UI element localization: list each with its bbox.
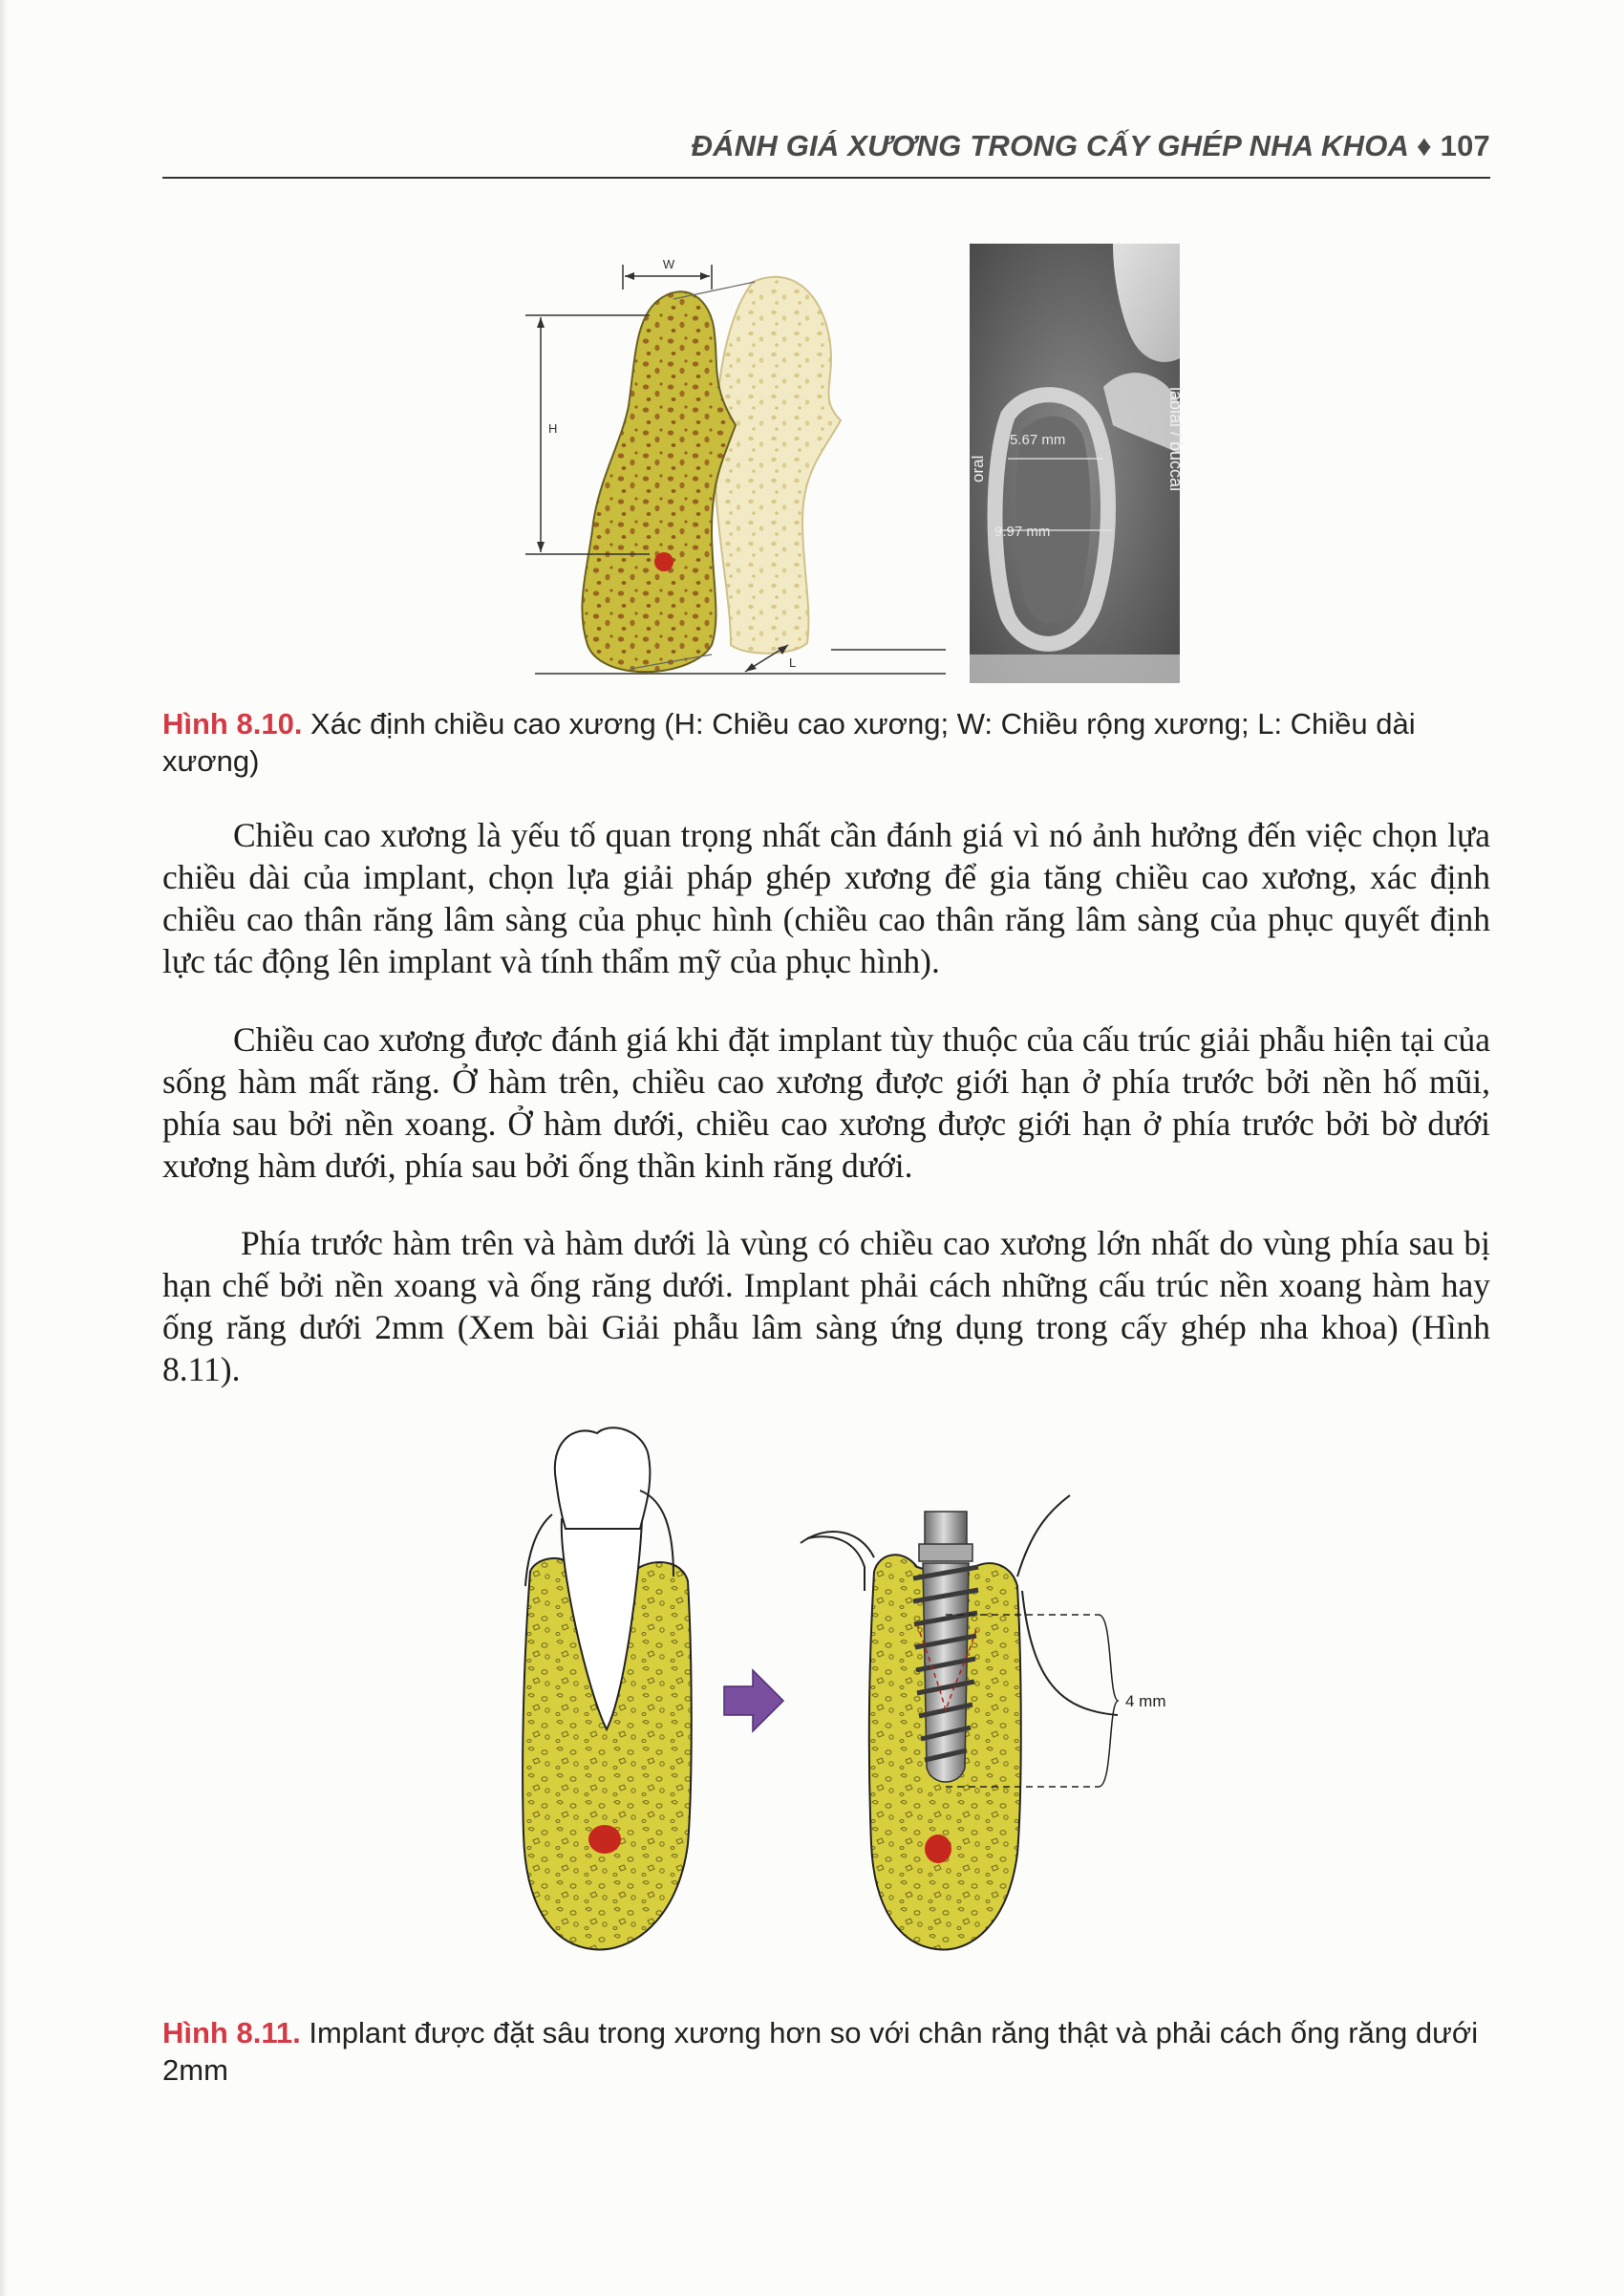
ct-measure-2: 9.97 mm — [994, 524, 1051, 540]
figure-8-10-bone-drawing — [516, 244, 955, 683]
implant-abutment — [925, 1512, 967, 1546]
ct-label-labial-buccal: labial / buccal — [1166, 387, 1186, 492]
label-l: L — [789, 655, 797, 670]
caption-text: Implant được đặt sâu trong xương hơn so với chân răng thật và phải cách ống răng dưới 2mm — [162, 2016, 1479, 2087]
running-title: ĐÁNH GIÁ XƯƠNG TRONG CẤY GHÉP NHA KHOA — [691, 129, 1408, 162]
nerve-canal-left — [588, 1825, 621, 1854]
label-h: H — [548, 421, 558, 436]
figure-8-10-caption — [162, 705, 1490, 780]
ct-measure-1: 5.67 mm — [1010, 432, 1066, 448]
tooth-crown-left — [555, 1427, 651, 1529]
header-separator: ♦ — [1416, 129, 1432, 162]
nerve-canal-right — [925, 1835, 951, 1863]
paragraph: Phía trước hàm trên và hàm dưới là vùng có chiều cao xương lớn nhất do vùng phía sau bị hạn chế bởi nền xoang và ống răng dưới. Implant phải cách những cấu trúc nền xoang hàm hay ống răng dưới 2mm (Xem bài Giải phẫu lâm sàng ứng dụng trong cấy ghép nha khoa) (Hình 8.11). — [162, 1224, 1490, 1388]
page-edge — [0, 0, 8, 2296]
paragraph: Chiều cao xương được đánh giá khi đặt implant tùy thuộc của cấu trúc giải phẫu hiện tại của sống hàm mất răng. Ở hàm trên, chiều cao xương được giới hạn ở phía trước bởi nền hố mũi, phía sau bởi nền xoang. Ở hàm dưới, chiều cao xương được giới hạn ở phía trước bởi bờ dưới xương hàm dưới, phía sau bởi ống thần kinh răng dưới. — [162, 1020, 1490, 1185]
ct-label-oral: oral — [969, 455, 987, 483]
paragraph: Chiều cao xương là yếu tố quan trọng nhất cần đánh giá vì nó ảnh hưởng đến việc chọn lựa chiều dài của implant, chọn lựa giải pháp ghép xương để gia tăng chiều cao xương, xác định chiều cao thân răng lâm sàng của phục hình (chiều cao thân răng lâm sàng của phục quyết định lực tác động lên implant và tính thẩm mỹ của phục hình). — [162, 816, 1490, 980]
page-number: 107 — [1440, 129, 1490, 162]
caption-label: Hình 8.10. — [162, 707, 303, 740]
label-w: W — [662, 257, 675, 271]
running-header-text — [692, 129, 1490, 163]
bone-section-front — [582, 291, 736, 672]
nerve-canal — [654, 552, 673, 571]
running-header — [162, 129, 1490, 179]
figure-8-11-implant-diagram — [497, 1424, 1213, 1978]
bone-section-rear — [715, 277, 841, 654]
dimension-label: 4 mm — [1125, 1692, 1166, 1710]
caption-text: Xác định chiều cao xương (H: Chiều cao xương; W: Chiều rộng xương; L: Chiều dài xương) — [162, 707, 1416, 778]
transition-arrow-icon — [724, 1670, 783, 1731]
figure-8-10-ct-scan — [969, 244, 1186, 683]
figure-8-11-caption — [162, 2014, 1490, 2089]
caption-label: Hình 8.11. — [162, 2016, 301, 2049]
